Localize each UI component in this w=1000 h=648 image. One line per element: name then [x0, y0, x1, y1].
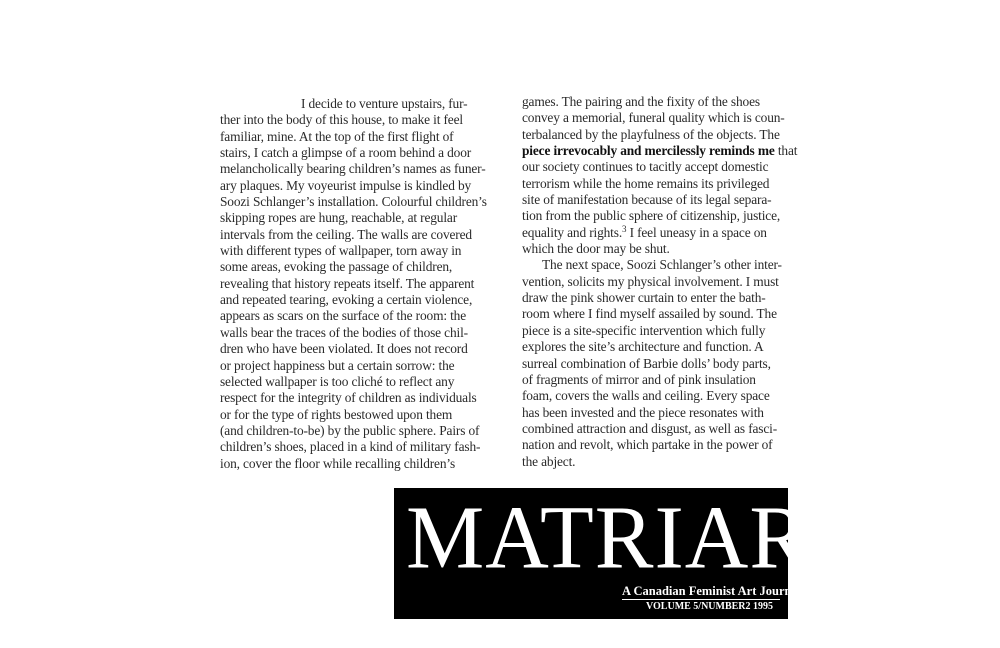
- text-line: draw the pink shower curtain to enter the bath-: [522, 290, 766, 306]
- text-line: terrorism while the home remains its privileged: [522, 175, 770, 191]
- text-line: ion, cover the floor while recalling children’s: [220, 455, 456, 471]
- text-line: which the door may be shut.: [522, 241, 670, 257]
- text-line: ther into the body of this house, to make it feel: [220, 112, 463, 128]
- text-line: familiar, mine. At the top of the first flight of: [220, 128, 454, 144]
- bold-phrase: piece irrevocably and mercilessly reminds me: [522, 143, 775, 159]
- text-line: nation and revolt, which partake in the power of: [522, 437, 773, 453]
- text-line: ary plaques. My voyeurist impulse is kindled by: [220, 177, 472, 193]
- text-line: children’s shoes, placed in a kind of military fash-: [220, 439, 481, 455]
- masthead-divider: [622, 599, 780, 600]
- text-line: respect for the integrity of children as individuals: [220, 390, 477, 406]
- text-line: (and children-to-be) by the public sphere. Pairs of: [220, 422, 480, 438]
- text-line: tion from the public sphere of citizenship, justice,: [522, 208, 781, 224]
- text-line: dren who have been violated. It does not record: [220, 341, 468, 357]
- text-line: I decide to venture upstairs, fur-: [301, 96, 468, 111]
- text-line: surreal combination of Barbie dolls’ body parts,: [522, 355, 771, 371]
- text-line: revealing that history repeats itself. The apparent: [220, 275, 475, 291]
- text-line: games. The pairing and the fixity of the shoes: [522, 94, 760, 109]
- text-line: some areas, evoking the passage of children,: [220, 259, 453, 275]
- text-line: room where I find myself assailed by sound. The: [522, 306, 777, 322]
- text-line: explores the site’s architecture and function. A: [522, 339, 764, 355]
- text-line: foam, covers the walls and ceiling. Every space: [522, 388, 770, 404]
- text-line: site of manifestation because of its legal separa-: [522, 192, 772, 208]
- text-line: piece is a site-specific intervention which fully: [522, 322, 766, 338]
- paragraph-2: [522, 257, 790, 469]
- text-line: or project happiness but a certain sorrow: the: [220, 357, 455, 373]
- text-line: combined attraction and disgust, as well as fasci-: [522, 420, 778, 436]
- text-line: with different types of wallpaper, torn away in: [220, 243, 462, 259]
- text-line: and repeated tearing, evoking a certain violence,: [220, 292, 473, 308]
- text-fragment: that: [774, 143, 798, 159]
- text-line: has been invested and the piece resonates with: [522, 404, 764, 420]
- text-line: Soozi Schlanger’s installation. Colourful children’s: [220, 194, 487, 210]
- text-fragment: I feel uneasy in a space on: [626, 224, 767, 240]
- text-line: melancholically bearing children’s names as funer-: [220, 161, 486, 177]
- footnote-ref: 3: [622, 223, 627, 234]
- text-line: or for the type of rights bestowed upon them: [220, 406, 453, 422]
- text-line: selected wallpaper is too cliché to reflect any: [220, 373, 455, 389]
- text-line: terbalanced by the playfulness of the objects. The: [522, 126, 780, 142]
- text-line: skipping ropes are hung, reachable, at regular: [220, 210, 458, 226]
- masthead-title: MATRIART: [406, 488, 859, 588]
- text-line: walls bear the traces of the bodies of those chil-: [220, 324, 468, 340]
- article-right-column: [522, 94, 798, 470]
- text-line: appears as scars on the surface of the room: the: [220, 308, 467, 324]
- text-line: [522, 225, 790, 241]
- text-line: [522, 143, 798, 159]
- masthead-subtitle: A Canadian Feminist Art Journal: [622, 584, 802, 598]
- text-line: of fragments of mirror and of pink insulation: [522, 371, 756, 387]
- text-line: intervals from the ceiling. The walls are covered: [220, 226, 472, 242]
- text-line: our society continues to tacitly accept domestic: [522, 159, 769, 175]
- text-line: The next space, Soozi Schlanger’s other inter-: [542, 257, 782, 273]
- text-line: stairs, I catch a glimpse of a room behind a door: [220, 145, 472, 161]
- magazine-masthead: [394, 488, 859, 619]
- text-line: vention, solicits my physical involvement. I must: [522, 273, 779, 289]
- text-line: the abject.: [522, 453, 576, 469]
- text-line: convey a memorial, funeral quality which is coun-: [522, 110, 785, 126]
- masthead-issue: VOLUME 5/NUMBER2 1995: [646, 601, 774, 612]
- article-left-column: [220, 96, 505, 472]
- text-fragment: equality and rights.: [522, 224, 623, 240]
